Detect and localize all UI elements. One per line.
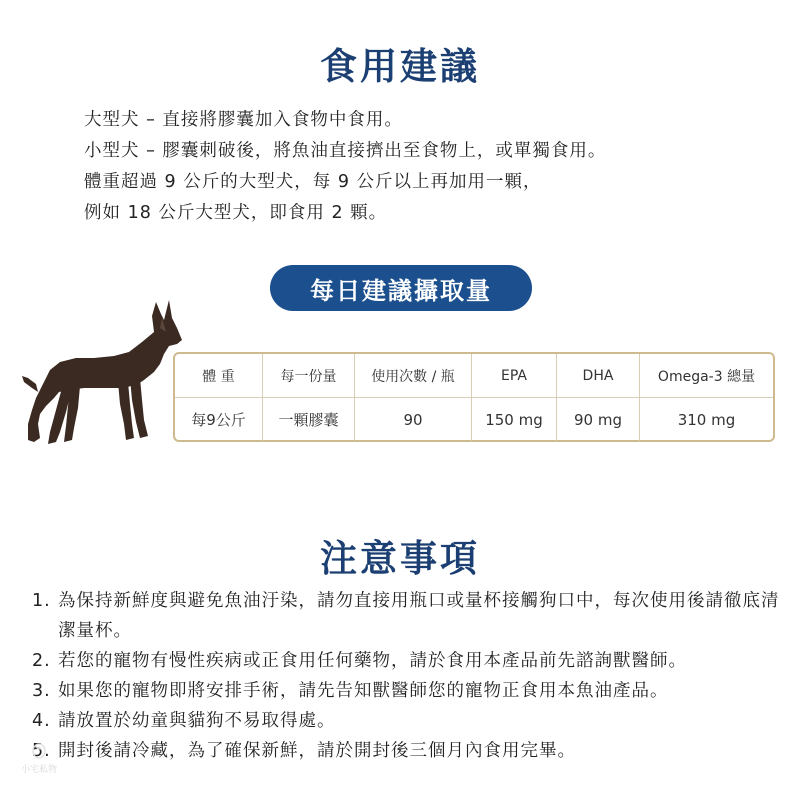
- list-item: [32, 676, 782, 706]
- usage-line: 例如 18 公斤大型犬，即食用 2 顆。: [84, 203, 388, 223]
- table-header-row: [175, 354, 773, 398]
- usage-line: 小型犬 – 膠囊刺破後，將魚油直接擠出至食物上，或單獨食用。: [84, 141, 607, 161]
- notes-title: 注意事項: [320, 537, 480, 580]
- bird-logo-icon: [30, 742, 48, 760]
- cell-weight: 每9公斤: [175, 398, 263, 441]
- usage-line: 大型犬 – 直接將膠囊加入食物中食用。: [84, 110, 403, 130]
- list-item: [32, 586, 782, 646]
- usage-instructions: [84, 105, 606, 229]
- note-text: 開封後請冷藏，為了確保新鮮，請於開封後三個月內食用完畢。: [58, 741, 576, 761]
- watermark: [14, 742, 64, 775]
- header-weight: 體 重: [175, 354, 263, 397]
- watermark-text: 小宅私物: [20, 765, 57, 775]
- header-serving: 每一份量: [263, 354, 355, 397]
- list-item: [32, 646, 782, 676]
- note-text: 為保持新鮮度與避免魚油汙染，請勿直接用瓶口或量杯接觸狗口中，每次使用後請徹底清潔量杯。: [58, 591, 780, 641]
- list-item: [32, 736, 782, 766]
- header-uses-per-bottle: 使用次數 / 瓶: [355, 354, 472, 397]
- note-number: 4.: [32, 711, 51, 731]
- usage-line: 體重超過 9 公斤的大型犬，每 9 公斤以上再加用一顆，: [84, 172, 542, 192]
- list-item: [32, 706, 782, 736]
- note-text: 如果您的寵物即將安排手術，請先告知獸醫師您的寵物正食用本魚油產品。: [58, 681, 669, 701]
- note-number: 1.: [32, 591, 51, 611]
- usage-title: 食用建議: [320, 45, 480, 88]
- intake-table: [173, 352, 775, 442]
- note-number: 2.: [32, 651, 51, 671]
- header-epa: EPA: [472, 354, 557, 397]
- cell-omega3-total: 310 mg: [677, 410, 736, 429]
- notes-list: [32, 586, 782, 766]
- note-number: 5.: [32, 741, 51, 761]
- header-omega3-total: Omega-3 總量: [657, 368, 756, 385]
- header-dha: DHA: [557, 354, 640, 397]
- cell-serving: 一顆膠囊: [263, 398, 355, 441]
- cell-dha: 90 mg: [557, 398, 640, 441]
- table-row: [175, 398, 773, 441]
- note-number: 3.: [32, 681, 51, 701]
- note-text: 若您的寵物有慢性疾病或正食用任何藥物，請於食用本產品前先諮詢獸醫師。: [58, 651, 687, 671]
- note-text: 請放置於幼童與貓狗不易取得處。: [58, 711, 336, 731]
- boxer-dog-icon: [14, 292, 190, 452]
- cell-uses-per-bottle: 90: [355, 398, 472, 441]
- cell-epa: 150 mg: [472, 398, 557, 441]
- daily-intake-badge: 每日建議攝取量: [270, 265, 532, 311]
